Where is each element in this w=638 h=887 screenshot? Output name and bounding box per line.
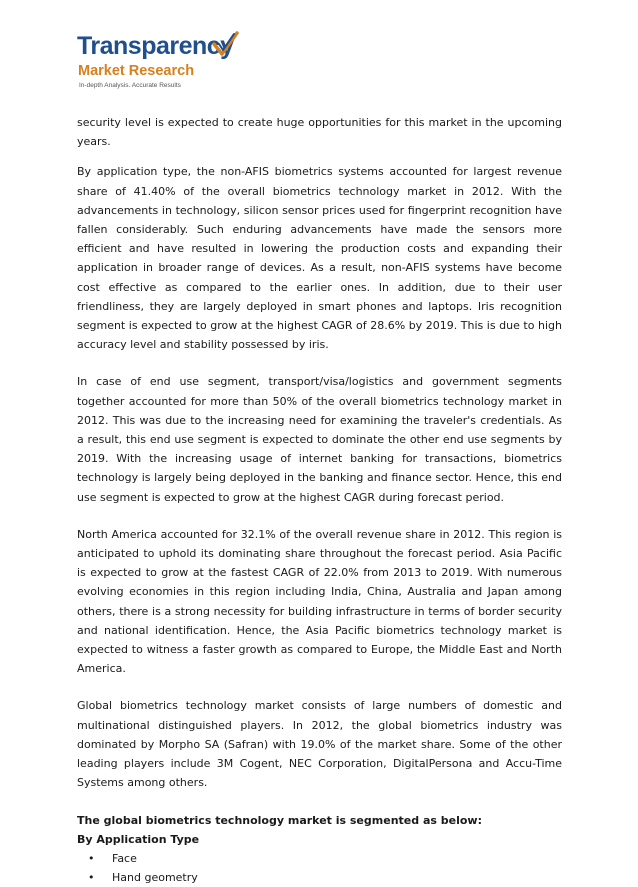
application-type-subheading: By Application Type [77, 832, 200, 846]
logo-subtitle: Market Research [78, 63, 195, 79]
bullet-icon: • [88, 871, 95, 885]
paragraph: security level is expected to create huge opportunities for this market in the upcoming years. [77, 116, 562, 149]
bullet-icon: • [88, 851, 95, 865]
document-body [77, 113, 562, 887]
application-type-list [77, 849, 562, 887]
list-item-label: Hand geometry [112, 871, 198, 885]
company-logo [77, 30, 247, 98]
paragraph: By application type, the non-AFIS biometrics systems accounted for largest revenue share of 41.40% of the overall biometrics technology market in 2012. With the advancements in technology, silicon sensor prices used for fingerprint recognition have fallen considerably. Such enduring advancements have made the sensors more efficient and have resulted in lowering the production costs and expanding their application in broader range of devices. As a result, non-AFIS systems have become cost effective as compared to the earlier ones. In addition, due to their user friendliness, they are largely deployed in smart phones and laptops. Iris recognition segment is expected to grow at the highest CAGR of 28.6% by 2019. This is due to high accuracy level and stability possessed by iris. [77, 165, 562, 352]
checkmark-icon [210, 30, 240, 60]
segment-heading: The global biometrics technology market is segmented as below: [77, 813, 482, 827]
logo-name: Transparency [77, 32, 234, 60]
paragraph: Global biometrics technology market consists of large numbers of domestic and multinational distinguished players. In 2012, the global biometrics industry was dominated by Morpho SA (Safran) with 19.0% of the market share. Some of the other leading players include 3M Cogent, NEC Corporation, DigitalPersona and Accu-Time Systems among others. [77, 699, 562, 790]
paragraph: In case of end use segment, transport/visa/logistics and government segments together accounted for more than 50% of the overall biometrics technology market in 2012. This was due to the increasing need for examining the traveler's credentials. As a result, this end use segment is expected to dominate the other end use segments by 2019. With the increasing usage of internet banking for transactions, biometrics technology is largely being deployed in the banking and finance sector. Hence, this end use segment is expected to grow at the highest CAGR during forecast period. [77, 375, 562, 504]
list-item [86, 868, 562, 887]
logo-tagline: In-depth Analysis. Accurate Results [79, 82, 181, 89]
list-item-label: Face [112, 851, 137, 865]
list-item [86, 849, 562, 868]
paragraph: North America accounted for 32.1% of the overall revenue share in 2012. This region is anticipated to uphold its dominating share throughout the forecast period. Asia Pacific is expected to grow at the fastest CAGR of 22.0% from 2013 to 2019. With numerous evolving economies in this region including India, China, Australia and Japan among others, there is a strong necessity for building infrastructure in terms of border security and national identification. Hence, the Asia Pacific biometrics technology market is expected to witness a faster growth as compared to Europe, the Middle East and North America. [77, 527, 562, 676]
